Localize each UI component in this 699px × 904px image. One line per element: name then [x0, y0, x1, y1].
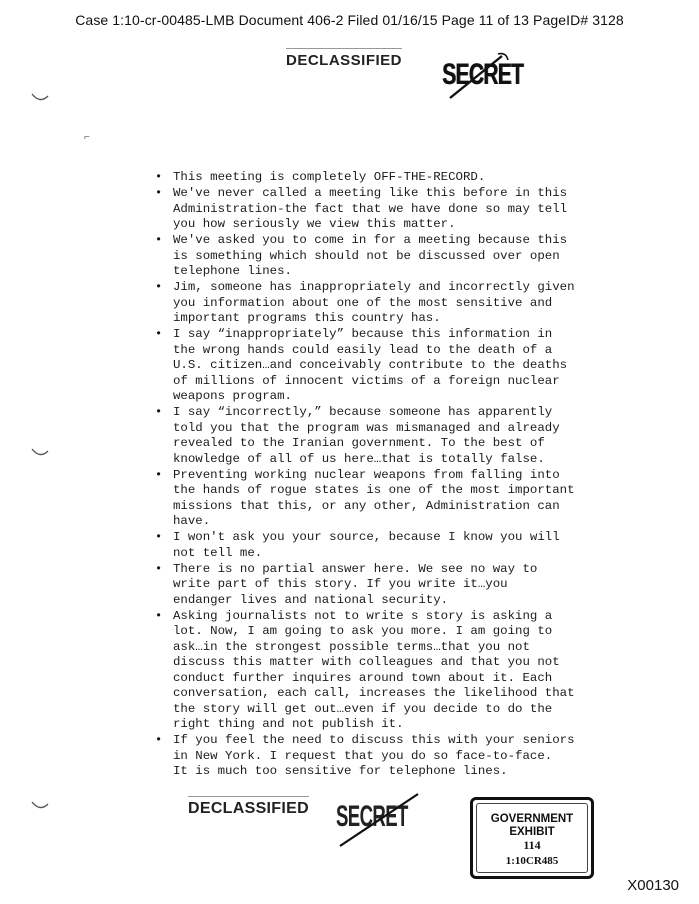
talking-point-item [153, 468, 583, 530]
talking-point-item [153, 609, 583, 733]
talking-point-text: If you feel the need to discuss this with your seniors in New York. I request that you do so face-to-face. It is much too sensitive for telephone lines. [173, 733, 575, 778]
secret-stamp-top [440, 52, 526, 102]
exhibit-line-government: GOVERNMENT [490, 813, 574, 825]
talking-point-text: Jim, someone has inappropriately and incorrectly given you information about one of the most sensitive and important programs this country has. [173, 280, 575, 325]
bullet-icon: • [155, 186, 163, 200]
bullet-icon: • [155, 608, 163, 623]
exhibit-number: 114 [523, 838, 541, 852]
bullet-icon: • [155, 170, 163, 184]
strike-through-mark [440, 52, 526, 102]
exhibit-sticker [470, 797, 594, 879]
talking-point-item [153, 327, 583, 405]
talking-point-item [153, 530, 583, 561]
exhibit-line-exhibit: EXHIBIT [509, 826, 555, 838]
secret-stamp-bottom-text: SECRET [336, 800, 408, 833]
declassified-stamp-bottom: DECLASSIFIED [188, 800, 309, 817]
exhibit-case-number: 1:10CR485 [505, 855, 559, 867]
talking-point-text: I say “inappropriately” because this information in the wrong hands could easily lead to the death of a U.S. citizen…and conceivably contribute to the deaths of millions of innocent victims of a foreign nuclear weapons program. [173, 327, 568, 403]
stray-mark: ⌐ [84, 132, 90, 143]
talking-point-item [153, 405, 583, 467]
bullet-icon: • [155, 530, 163, 544]
bullet-icon: • [155, 467, 163, 482]
talking-point-text: I won't ask you your source, because I know you will not tell me. [173, 530, 560, 560]
exhibit-sticker-inner [476, 803, 588, 873]
talking-point-item [153, 186, 583, 233]
bullet-icon: • [155, 233, 163, 247]
punch-hole-mark [30, 447, 50, 459]
talking-point-text: We've asked you to come in for a meeting because this is something which should not be discussed over open telephone lines. [173, 233, 568, 278]
bates-number: X00130 [627, 877, 679, 894]
bullet-icon: • [155, 280, 163, 294]
case-header: Case 1:10-cr-00485-LMB Document 406-2 Filed 01/16/15 Page 11 of 13 PageID# 3128 [75, 12, 624, 28]
talking-point-item [153, 170, 583, 186]
punch-hole-mark [30, 92, 50, 104]
talking-point-item [153, 233, 583, 280]
punch-hole-mark [30, 800, 50, 812]
bullet-icon: • [155, 405, 163, 419]
talking-point-text: We've never called a meeting like this before in this Administration-the fact that we have done so may tell you how seriously we view this matter. [173, 186, 568, 231]
bullet-icon: • [155, 327, 163, 341]
talking-point-text: This meeting is completely OFF-THE-RECORD. [173, 170, 486, 184]
strike-through-mark [334, 790, 424, 850]
talking-point-item [153, 733, 583, 780]
talking-points-list [153, 170, 583, 780]
declassified-stamp-top: DECLASSIFIED [286, 52, 403, 69]
talking-point-text: I say “incorrectly,” because someone has apparently told you that the program was mismanaged and already revealed to the Iranian government. To the best of knowledge of all of us here…that is totally false. [173, 405, 560, 466]
talking-point-item [153, 280, 583, 327]
talking-point-text: There is no partial answer here. We see no way to write part of this story. If you write it…you endanger lives and national security. [173, 561, 538, 607]
secret-stamp-top-text: SECRET [442, 58, 523, 91]
talking-point-item [153, 562, 583, 609]
bullet-icon: • [155, 561, 163, 576]
secret-stamp-bottom [334, 790, 424, 850]
bullet-icon: • [155, 733, 163, 747]
talking-point-text: Asking journalists not to write s story is asking a lot. Now, I am going to ask you more. I am going to ask…in the strongest possible terms…that you not discuss this matter with colleagues and that you not conduct further inquires around town about it. Each conversation, each call, increases the likelihood that the story will get out…even if you decide to do the right thing and not publish it. [173, 608, 575, 731]
talking-point-text: Preventing working nuclear weapons from falling into the hands of rogue states is one of the most important missions that this, or any other, Administration can have. [173, 467, 575, 528]
